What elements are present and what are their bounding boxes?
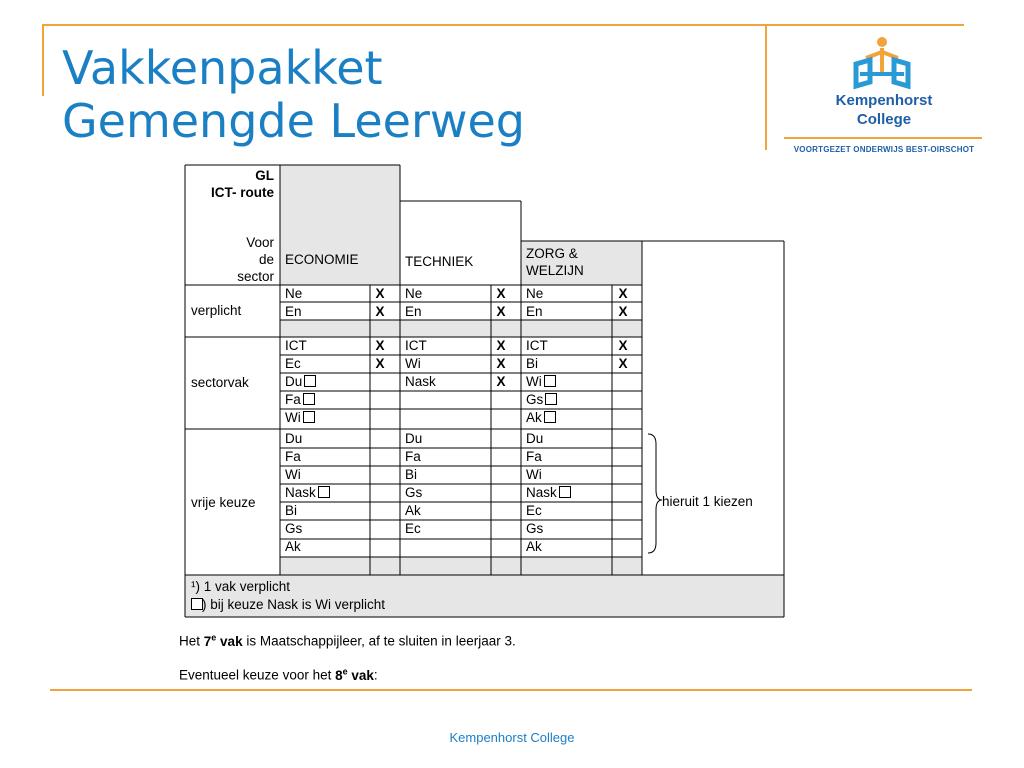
verplicht-row-1-eco-subject bbox=[285, 304, 302, 319]
sector-row-2-tech-subject bbox=[405, 374, 436, 389]
table-header-gl: GL bbox=[255, 168, 274, 183]
note2-number: 8 bbox=[335, 667, 343, 683]
checkbox-square-icon bbox=[544, 411, 556, 423]
subject-label: Du bbox=[405, 431, 423, 446]
note1-bold-text: vak bbox=[216, 633, 243, 649]
sector-row-1-zorg-subject bbox=[526, 356, 538, 371]
subject-label: Ec bbox=[526, 503, 542, 518]
checkbox-square-icon bbox=[544, 375, 556, 387]
slide-title-line2: Gemengde Leerweg bbox=[62, 94, 525, 148]
subject-label: ICT bbox=[405, 338, 427, 353]
verplicht-row-0-zorg-mark: X bbox=[618, 286, 628, 301]
vrije-row-4-zorg-subject bbox=[526, 503, 542, 518]
sector-row-4-zorg-subject bbox=[526, 410, 556, 425]
sector-row-2-zorg-subject bbox=[526, 374, 556, 389]
verplicht-row-0-eco-mark: X bbox=[375, 286, 385, 301]
subject-label: Fa bbox=[405, 449, 421, 464]
subject-label: Bi bbox=[526, 356, 539, 371]
sector-row-1-tech-subject bbox=[405, 356, 421, 371]
vrije-row-0-eco-subject bbox=[285, 431, 302, 446]
vrije-row-4-tech-subject bbox=[405, 503, 421, 518]
spacer-row-bg-1 bbox=[400, 320, 521, 337]
subject-label: Nask bbox=[285, 485, 316, 500]
verplicht-row-0-tech-mark: X bbox=[496, 286, 506, 301]
subject-label: En bbox=[405, 304, 422, 319]
subject-label: Nask bbox=[526, 485, 557, 500]
subject-label: Gs bbox=[526, 392, 544, 407]
subject-label: Nask bbox=[405, 374, 436, 389]
vrije-row-2-tech-subject bbox=[405, 467, 417, 482]
subject-label: Bi bbox=[285, 503, 298, 518]
vrije-row-2-zorg-subject bbox=[526, 467, 542, 482]
vrije-row-6-eco-subject bbox=[285, 539, 301, 554]
subject-label: Ec bbox=[405, 521, 421, 536]
subject-label: Wi bbox=[526, 374, 542, 389]
subject-label: Fa bbox=[526, 449, 542, 464]
slide-title-line1: Vakkenpakket bbox=[62, 41, 383, 95]
subject-label: Wi bbox=[285, 410, 301, 425]
spacer-row-bg-2 bbox=[521, 320, 642, 337]
sector-row-0-tech-mark: X bbox=[496, 338, 506, 353]
subject-label: Ne bbox=[526, 286, 544, 301]
sector-row-2-tech-mark: X bbox=[496, 374, 506, 389]
subject-label: Ak bbox=[526, 539, 542, 554]
group-label-vrije-keuze: vrije keuze bbox=[191, 495, 256, 510]
spacer-row-bg-vrije-2 bbox=[521, 557, 642, 575]
brace-label: hieruit 1 kiezen bbox=[662, 494, 753, 509]
vrije-row-2-eco-subject bbox=[285, 467, 301, 482]
note1-suffix: is Maatschappijleer, af te sluiten in leerjaar 3. bbox=[242, 633, 516, 649]
group-label-verplicht: verplicht bbox=[191, 303, 242, 318]
subject-label: Bi bbox=[405, 467, 418, 482]
note2-bold-text: vak bbox=[347, 667, 374, 683]
footnote-1: ¹) 1 vak verplicht bbox=[191, 579, 291, 594]
subject-label: Wi bbox=[526, 467, 542, 482]
table-header-de: de bbox=[258, 252, 274, 267]
subject-label: Wi bbox=[285, 467, 301, 482]
column-header-zorg-line1: ZORG & bbox=[526, 246, 578, 261]
subject-label: Fa bbox=[285, 392, 301, 407]
verplicht-row-1-zorg-subject bbox=[526, 304, 543, 319]
logo-name-line1: Kempenhorst bbox=[835, 92, 933, 109]
vrije-row-5-tech-subject bbox=[405, 521, 421, 536]
logo-name-line2: College bbox=[856, 111, 912, 128]
footnote-2-text: ) bij keuze Nask is Wi verplicht bbox=[202, 597, 386, 612]
verplicht-row-1-zorg-mark: X bbox=[618, 304, 628, 319]
checkbox-square-icon bbox=[318, 486, 330, 498]
vrije-row-3-tech-subject bbox=[405, 485, 422, 500]
subject-label: Du bbox=[285, 431, 303, 446]
note2-superscript: e bbox=[342, 666, 348, 676]
subject-label: En bbox=[526, 304, 543, 319]
sector-row-4-eco-subject bbox=[285, 410, 315, 425]
note1-number: 7 bbox=[203, 633, 212, 649]
economie-header-bg bbox=[280, 165, 400, 285]
subject-label: Wi bbox=[405, 356, 421, 371]
verplicht-row-0-tech-subject bbox=[405, 286, 422, 301]
checkbox-square-icon bbox=[303, 411, 315, 423]
verplicht-row-0-zorg-subject bbox=[526, 286, 543, 301]
curly-brace-icon bbox=[648, 434, 662, 553]
slide-footer: Kempenhorst College bbox=[449, 730, 575, 745]
subject-label: Gs bbox=[526, 521, 544, 536]
table-header-route: ICT- route bbox=[211, 185, 274, 200]
checkbox-square-icon bbox=[303, 393, 315, 405]
column-header-economie: ECONOMIE bbox=[285, 252, 359, 267]
sector-row-2-eco-subject bbox=[285, 374, 316, 389]
vrije-row-3-eco-subject bbox=[285, 485, 330, 500]
subject-label: Ak bbox=[526, 410, 542, 425]
subject-label: Ec bbox=[285, 356, 301, 371]
spacer-row-bg-vrije-0 bbox=[280, 557, 400, 575]
vrije-row-0-tech-subject bbox=[405, 431, 422, 446]
note1-prefix: Het bbox=[179, 633, 204, 649]
sector-row-3-zorg-subject bbox=[526, 392, 557, 407]
note2-prefix: Eventueel keuze voor het bbox=[179, 667, 336, 683]
sector-row-0-eco-mark: X bbox=[375, 338, 385, 353]
sector-row-0-tech-subject bbox=[405, 338, 427, 353]
vrije-row-5-zorg-subject bbox=[526, 521, 543, 536]
vrije-row-5-eco-subject bbox=[285, 521, 302, 536]
logo-tagline: VOORTGEZET ONDERWIJS BEST-OIRSCHOT bbox=[793, 145, 975, 154]
vrije-row-1-tech-subject bbox=[405, 449, 421, 464]
note-seventh-subject bbox=[179, 632, 516, 649]
sector-row-1-tech-mark: X bbox=[496, 356, 506, 371]
sector-row-1-eco-subject bbox=[285, 356, 301, 371]
subject-label: Fa bbox=[285, 449, 301, 464]
subject-label: Ak bbox=[405, 503, 421, 518]
sector-row-1-eco-mark: X bbox=[375, 356, 385, 371]
checkbox-square-icon bbox=[559, 486, 571, 498]
sector-row-0-eco-subject bbox=[285, 338, 307, 353]
verplicht-row-1-tech-mark: X bbox=[496, 304, 506, 319]
note-eighth-subject bbox=[179, 666, 378, 683]
subject-label: ICT bbox=[526, 338, 548, 353]
sector-row-0-zorg-mark: X bbox=[618, 338, 628, 353]
verplicht-row-0-eco-subject bbox=[285, 286, 302, 301]
checkbox-square-icon bbox=[304, 375, 316, 387]
subject-label: Du bbox=[285, 374, 303, 389]
column-header-zorg-line2: WELZIJN bbox=[526, 263, 584, 278]
subject-label: En bbox=[285, 304, 302, 319]
group-label-sectorvak: sectorvak bbox=[191, 375, 249, 390]
verplicht-row-1-eco-mark: X bbox=[375, 304, 385, 319]
column-header-techniek: TECHNIEK bbox=[405, 254, 474, 269]
sector-row-0-zorg-subject bbox=[526, 338, 548, 353]
sector-row-1-zorg-mark: X bbox=[618, 356, 628, 371]
footnote-2 bbox=[191, 597, 385, 612]
vrije-row-1-eco-subject bbox=[285, 449, 301, 464]
subject-label: Ak bbox=[285, 539, 301, 554]
subject-label: ICT bbox=[285, 338, 307, 353]
checkbox-square-icon bbox=[545, 393, 557, 405]
vrije-row-1-zorg-subject bbox=[526, 449, 542, 464]
vrije-row-3-zorg-subject bbox=[526, 485, 571, 500]
vrije-row-6-zorg-subject bbox=[526, 539, 542, 554]
verplicht-row-1-tech-subject bbox=[405, 304, 422, 319]
note2-suffix: : bbox=[373, 667, 378, 683]
sector-row-3-eco-subject bbox=[285, 392, 315, 407]
table-header-sector: sector bbox=[237, 269, 274, 284]
vrije-row-0-zorg-subject bbox=[526, 431, 543, 446]
subject-label: Ne bbox=[405, 286, 423, 301]
table-header-voor: Voor bbox=[246, 235, 274, 250]
subject-label: Ne bbox=[285, 286, 303, 301]
subject-label: Gs bbox=[405, 485, 423, 500]
spacer-row-bg-vrije-1 bbox=[400, 557, 521, 575]
spacer-row-bg-0 bbox=[280, 320, 400, 337]
note1-superscript: e bbox=[211, 632, 217, 642]
vrije-row-4-eco-subject bbox=[285, 503, 297, 518]
subject-label: Gs bbox=[285, 521, 303, 536]
subject-label: Du bbox=[526, 431, 544, 446]
